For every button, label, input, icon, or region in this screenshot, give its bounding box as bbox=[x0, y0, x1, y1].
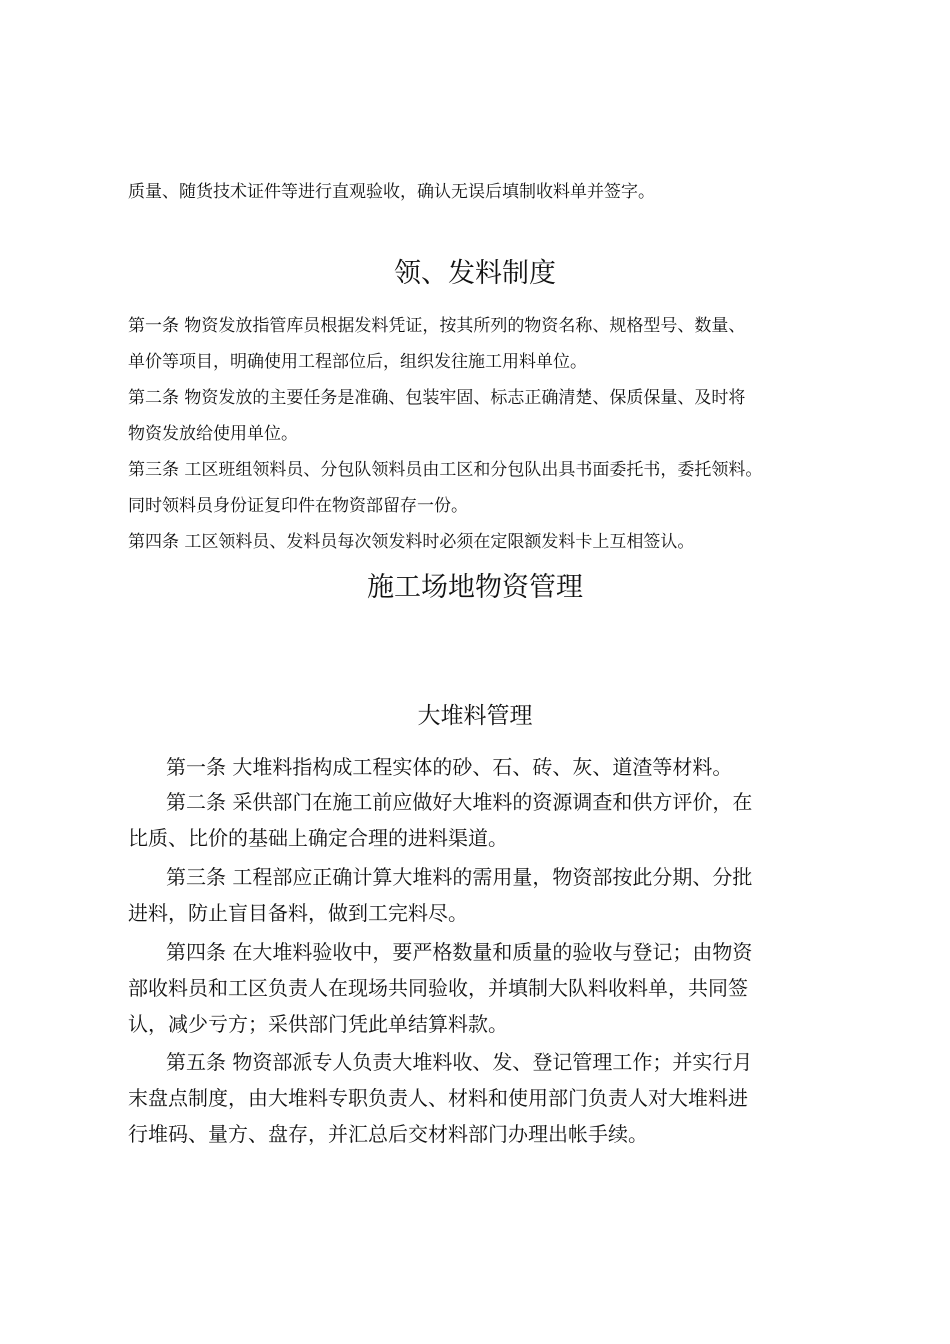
section-title-bulk-materials: 大堆料管理 bbox=[417, 703, 533, 729]
bulk-article-line: 认，减少亏方；采供部门凭此单结算料款。 bbox=[128, 1012, 508, 1036]
article-line: 第二条 物资发放的主要任务是准确、包装牢固、标志正确清楚、保质保量、及时将 bbox=[128, 388, 746, 408]
bulk-article-line: 第四条 在大堆料验收中，要严格数量和质量的验收与登记；由物资 bbox=[166, 940, 753, 964]
intro-paragraph-line: 质量、随货技术证件等进行直观验收，确认无误后填制收料单并签字。 bbox=[128, 182, 655, 202]
article-line: 第四条 工区领料员、发料员每次领发料时必须在定限额发料卡上互相签认。 bbox=[128, 532, 695, 552]
bulk-article-line: 第二条 采供部门在施工前应做好大堆料的资源调查和供方评价，在 bbox=[166, 790, 753, 814]
bulk-article-line: 末盘点制度，由大堆料专职负责人、材料和使用部门负责人对大堆料进 bbox=[128, 1086, 748, 1110]
article-line: 单价等项目，明确使用工程部位后，组织发往施工用料单位。 bbox=[128, 352, 587, 372]
bulk-article-line: 第一条 大堆料指构成工程实体的砂、石、砖、灰、道渣等材料。 bbox=[166, 755, 733, 779]
bulk-article-line: 比质、比价的基础上确定合理的进料渠道。 bbox=[128, 826, 508, 850]
section-title-site-materials: 施工场地物资管理 bbox=[367, 572, 583, 603]
bulk-article-line: 进料，防止盲目备料，做到工完料尽。 bbox=[128, 901, 468, 925]
bulk-article-line: 部收料员和工区负责人在现场共同验收，并填制大队料收料单，共同签 bbox=[128, 976, 748, 1000]
article-line: 第三条 工区班组领料员、分包队领料员由工区和分包队出具书面委托书，委托领料。 bbox=[128, 460, 763, 480]
article-line: 物资发放给使用单位。 bbox=[128, 424, 298, 444]
bulk-article-line: 行堆码、量方、盘存，并汇总后交材料部门办理出帐手续。 bbox=[128, 1122, 648, 1146]
bulk-article-line: 第五条 物资部派专人负责大堆料收、发、登记管理工作；并实行月 bbox=[166, 1050, 753, 1074]
bulk-article-line: 第三条 工程部应正确计算大堆料的需用量，物资部按此分期、分批 bbox=[166, 865, 753, 889]
article-line: 同时领料员身份证复印件在物资部留存一份。 bbox=[128, 496, 468, 516]
article-line: 第一条 物资发放指管库员根据发料凭证，按其所列的物资名称、规格型号、数量、 bbox=[128, 316, 746, 336]
section-title-issuing-materials: 领、发料制度 bbox=[394, 258, 556, 289]
